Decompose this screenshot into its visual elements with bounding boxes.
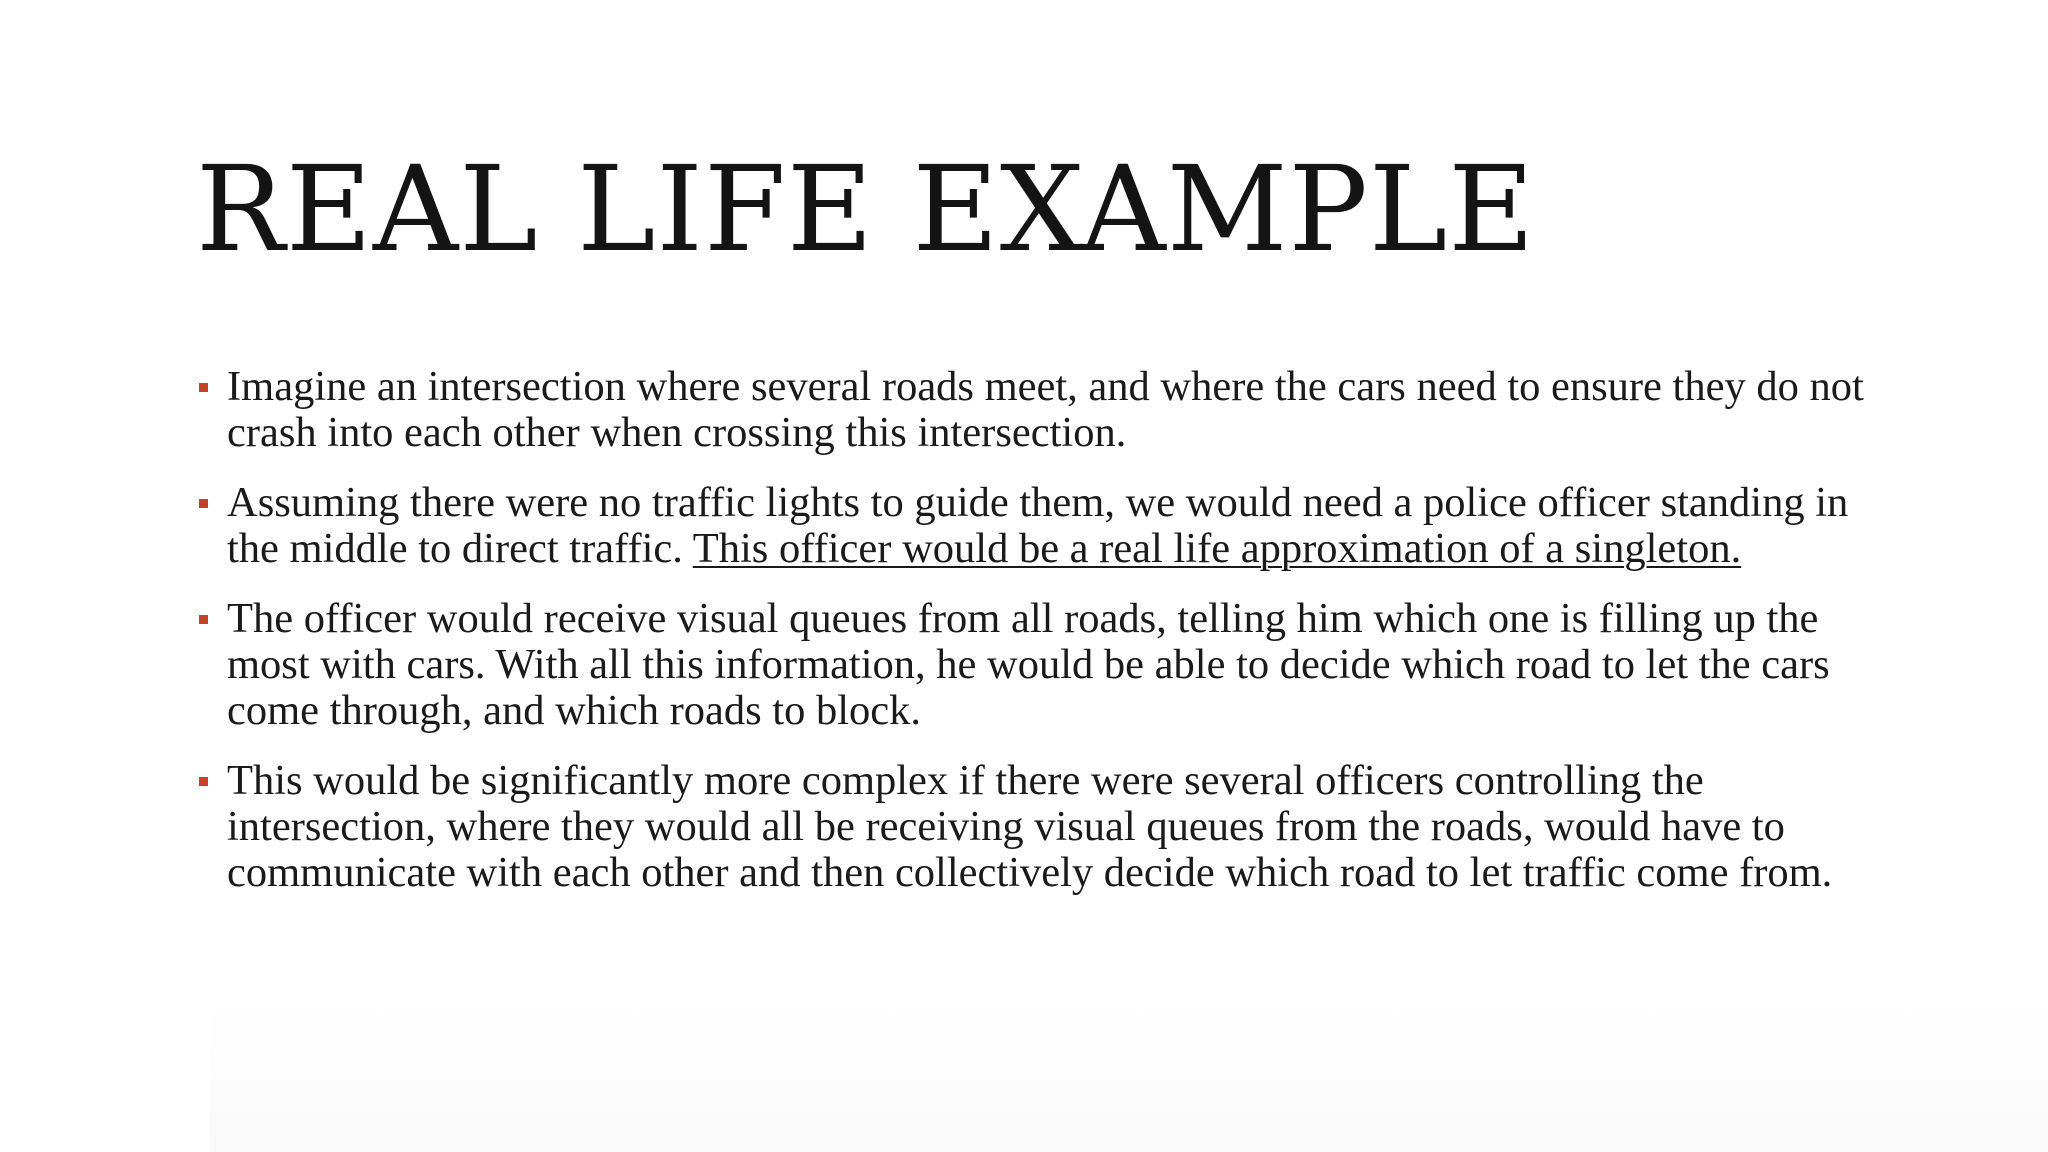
slide-title: REAL LIFE EXAMPLE xyxy=(196,140,1536,278)
bullet-text: The officer would receive visual queues from all roads, telling him which one is filling up the most with cars. With all this information, he would be able to decide which road to let the cars come through, and which roads to block. xyxy=(227,595,1830,734)
square-bullet-icon xyxy=(199,499,208,508)
underlined-singleton-text: This officer would be a real life approximation of a singleton. xyxy=(692,525,1742,572)
bullet-text: This would be significantly more complex if there were several officers controlling the intersection, where they would all be receiving visual queues from the roads, would have to communicate with each other and then collectively decide which road to let traffic come from. xyxy=(227,757,1833,896)
bullet-item-intersection xyxy=(196,364,1876,456)
bullet-text: Imagine an intersection where several roads meet, and where the cars need to ensure they do not crash into each other when crossing this intersection. xyxy=(227,363,1864,456)
bullet-item-police-officer xyxy=(196,480,1876,572)
bullet-text: Assuming there were no traffic lights to guide them, we would need a police officer standing in the middle to direct traffic. xyxy=(227,479,1849,572)
bullet-item-several-officers xyxy=(196,758,1876,896)
bullet-list xyxy=(196,364,1876,920)
square-bullet-icon xyxy=(199,777,208,786)
bullet-item-visual-queues xyxy=(196,596,1876,734)
square-bullet-icon xyxy=(199,615,208,624)
background-shading xyxy=(210,1000,2048,1152)
square-bullet-icon xyxy=(199,383,208,392)
